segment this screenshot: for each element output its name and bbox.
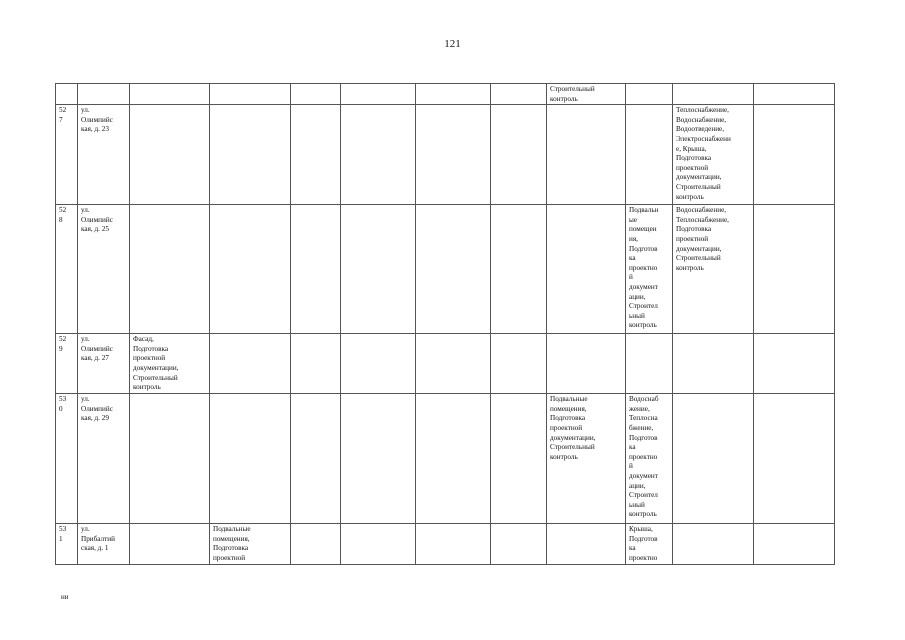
table-cell — [673, 205, 754, 334]
table-cell — [210, 334, 291, 394]
table-cell — [547, 84, 626, 105]
table-cell — [130, 524, 210, 564]
table-cell — [626, 394, 673, 524]
table-cell — [56, 84, 78, 105]
table-cell — [56, 205, 78, 334]
table-cell — [130, 105, 210, 205]
table-cell — [416, 524, 491, 564]
table-row — [56, 524, 835, 564]
cell-text: Водоснаб жение, Теплосна бжение, Подготов ка проектно й документ ации, Строител ьный контроль — [629, 395, 659, 519]
table-cell — [56, 334, 78, 394]
cell-text: Теплоснабжение, Водоснабжение, Водоотведение, Электроснабжени е, Крыша, Подготовка проектной документации, Строительный контроль — [676, 106, 731, 201]
table-cell — [547, 205, 626, 334]
table-cell — [56, 524, 78, 564]
table-cell — [547, 524, 626, 564]
table-cell — [130, 84, 210, 105]
table-cell — [210, 524, 291, 564]
page-number: 121 — [444, 38, 461, 50]
table-cell — [210, 84, 291, 105]
cell-text: ул. Прибалтий ская, д. 1 — [81, 525, 115, 553]
table-cell — [491, 524, 547, 564]
table-cell — [673, 84, 754, 105]
table-cell — [130, 394, 210, 524]
table-cell — [291, 105, 341, 205]
table-cell — [341, 524, 416, 564]
table-cell — [130, 205, 210, 334]
table-cell — [673, 394, 754, 524]
cell-text: 52 7 — [59, 106, 67, 124]
works-table — [55, 83, 835, 565]
table-cell — [210, 205, 291, 334]
cell-text: ул. Олимпийс кая, д. 27 — [81, 335, 113, 363]
table-cell — [291, 334, 341, 394]
table-cell — [56, 394, 78, 524]
cell-text: Строительный контроль — [550, 85, 595, 103]
table-cell — [491, 394, 547, 524]
table-cell — [626, 334, 673, 394]
cell-text: Подвальные помещения, Подготовка проектной документации, Строительный контроль — [550, 395, 596, 461]
table-cell — [78, 524, 130, 564]
cell-text: ул. Олимпийс кая, д. 25 — [81, 206, 113, 234]
cell-text: Крыша, Подготов ка проектно — [629, 525, 658, 562]
table-cell — [341, 394, 416, 524]
table-cell — [56, 105, 78, 205]
table-cell — [210, 105, 291, 205]
table-cell — [754, 524, 835, 564]
cell-text: 53 1 — [59, 525, 67, 543]
table-cell — [547, 394, 626, 524]
table-cell — [291, 524, 341, 564]
table-cell — [78, 205, 130, 334]
table-cell — [416, 105, 491, 205]
table-row — [56, 205, 835, 334]
cell-text: Водоснабжение, Теплоснабжение, Подготовка проектной документации, Строительный контроль — [676, 206, 729, 272]
cell-text: Фасад, Подготовка проектной документации, Строительный контроль — [133, 335, 179, 392]
cell-text: 53 0 — [59, 395, 67, 413]
table-cell — [626, 105, 673, 205]
table-cell — [416, 84, 491, 105]
table-cell — [754, 205, 835, 334]
table-cell — [673, 105, 754, 205]
table-row — [56, 84, 835, 105]
table-cell — [754, 334, 835, 394]
cell-text: Подвальн ые помещен ия, Подготов ка проектно й документ ации, Строител ьный контроль — [629, 206, 659, 330]
table-cell — [416, 334, 491, 394]
table-cell — [78, 84, 130, 105]
table-cell — [416, 205, 491, 334]
table-cell — [754, 105, 835, 205]
table-cell — [491, 84, 547, 105]
table-cell — [626, 205, 673, 334]
cell-text: ул. Олимпийс кая, д. 29 — [81, 395, 113, 423]
table-cell — [291, 394, 341, 524]
cell-text: ул. Олимпийс кая, д. 23 — [81, 106, 113, 134]
table-cell — [341, 334, 416, 394]
table-cell — [291, 84, 341, 105]
table-cell — [341, 205, 416, 334]
table-cell — [491, 105, 547, 205]
table-cell — [491, 205, 547, 334]
table-cell — [673, 524, 754, 564]
table-cell — [78, 334, 130, 394]
footer-mark: ни — [61, 593, 69, 601]
table-cell — [341, 84, 416, 105]
table-cell — [416, 394, 491, 524]
table-cell — [491, 334, 547, 394]
table-cell — [341, 105, 416, 205]
table-row — [56, 334, 835, 394]
cell-text: 52 9 — [59, 335, 67, 353]
cell-text: 52 8 — [59, 206, 67, 224]
cell-text: Подвальные помещения, Подготовка проектной — [213, 525, 251, 562]
table-row — [56, 394, 835, 524]
table-cell — [754, 394, 835, 524]
table-cell — [210, 394, 291, 524]
table-cell — [626, 84, 673, 105]
table-cell — [78, 394, 130, 524]
table-cell — [673, 334, 754, 394]
table-cell — [547, 334, 626, 394]
table-cell — [291, 205, 341, 334]
table-cell — [626, 524, 673, 564]
table-cell — [130, 334, 210, 394]
table-cell — [547, 105, 626, 205]
table-row — [56, 105, 835, 205]
table-cell — [78, 105, 130, 205]
table-cell — [754, 84, 835, 105]
